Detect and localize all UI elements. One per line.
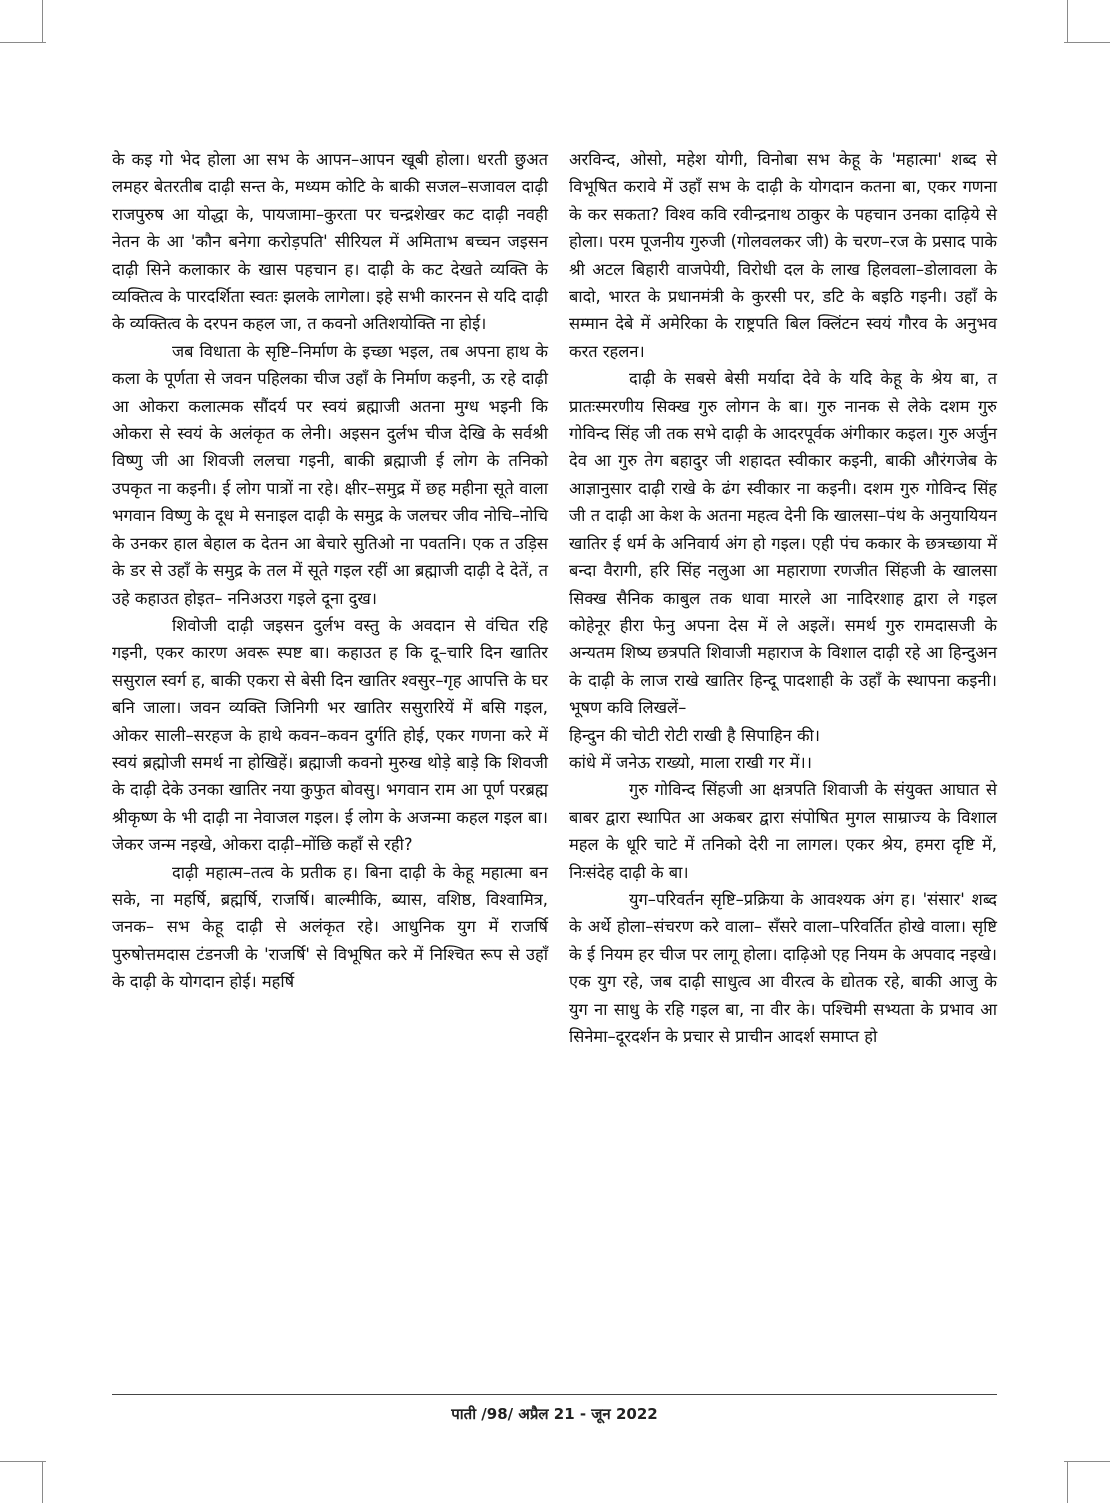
crop-mark [1067,1461,1068,1503]
left-column [112,146,548,996]
paragraph: अरविन्द, ओसो, महेश योगी, विनोबा सभ केहू के 'महात्मा' शब्द से विभूषित करावे में उहाँ सभ के दाढ़ी के योगदान कतना बा, एकर गणना के कर सकता? विश्व कवि रवीन्द्रनाथ ठाकुर के पहचान उनका दाढ़िये से होला। परम पूजनीय गुरुजी (गोलवलकर जी) के चरण–रज के प्रसाद पाके श्री अटल बिहारी वाजपेयी, विरोधी दल के लाख हिलवला–डोलावला के बादो, भारत के प्रधानमंत्री के कुरसी पर, डटि के बइठि गइनी। उहाँ के सम्मान देबे में अमेरिका के राष्ट्रपति बिल क्लिंटन स्वयं गौरव के अनुभव करत रहलन। [569,150,997,361]
crop-mark [1067,0,1068,42]
crop-mark [0,1461,46,1462]
crop-mark [1064,42,1110,43]
paragraph: के कइ गो भेद होला आ सभ के आपन–आपन खूबी होला। धरती छुअत लमहर बेतरतीब दाढ़ी सन्त के, मध्यम कोटि के बाकी सजल–सजावल दाढ़ी राजपुरुष आ योद्धा के, पायजामा–कुरता पर चन्द्रशेखर कट दाढ़ी नवही नेतन के आ 'कौन बनेगा करोड़पति' सीरियल में अमिताभ बच्चन जइसन दाढ़ी सिने कलाकार के खास पहचान ह। दाढ़ी के कट देखते व्यक्ति के व्यक्तित्व के पारदर्शिता स्वतः झलके लागेला। इहे सभी कारनन से यदि दाढ़ी के व्यक्तित्व के दरपन कहल जा, त कवनो अतिशयोक्ति ना होई। [112,150,548,334]
verse-quote: हिन्दुन की चोटी रोटी राखी है सिपाहिन की। कांधे में जनेऊ राख्यो, माला राखी गर में।। [569,725,821,772]
paragraph: दाढ़ी महात्म–तत्व के प्रतीक ह। बिना दाढ़ी के केहू महात्मा बन सके, ना महर्षि, ब्रह्मर्षि, राजर्षि। बाल्मीकि, ब्यास, वशिष्ठ, विश्वामित्र, जनक– सभ केहू दाढ़ी से अलंकृत रहे। आधुनिक युग में राजर्षि पुरुषोत्तमदास टंडनजी के 'राजर्षि' से विभूषित करे में निश्चित रूप से उहाँ के दाढ़ी के योगदान होई। महर्षि [112,862,548,992]
page-footer: पाती /98/ अप्रैल 21 - जून 2022 [451,1405,658,1423]
crop-mark [1064,1461,1110,1462]
paragraph: दाढ़ी के सबसे बेसी मर्यादा देवे के यदि केहू के श्रेय बा, त प्रातःस्मरणीय सिक्ख गुरु लोगन के बा। गुरु नानक से लेके दशम गुरु गोविन्द सिंह जी तक सभे दाढ़ी के आदरपूर्वक अंगीकार कइल। गुरु अर्जुन देव आ गुरु तेग बहादुर जी शहादत स्वीकार कइनी, बाकी औरंगजेब के आज्ञानुसार दाढ़ी राखे के ढंग स्वीकार ना कइनी। दशम गुरु गोविन्द सिंह जी त दाढ़ी आ केश के अतना महत्व देनी कि खालसा–पंथ के अनुयायियन खातिर ई धर्म के अनिवार्य अंग हो गइल। एही पंच ककार के छत्रच्छाया में बन्दा वैरागी, हरि सिंह नलुआ आ महाराणा रणजीत सिंहजी के खालसा सिक्ख सैनिक काबुल तक धावा मारले आ नादिरशाह द्वारा ले गइल कोहेनूर हीरा फेनु अपना देस में ले अइलें। समर्थ गुरु रामदासजी के अन्यतम शिष्य छत्रपति शिवाजी महाराज के विशाल दाढ़ी रहे आ हिन्दुअन के दाढ़ी के लाज राखे खातिर हिन्दू पादशाही के उहाँ के स्थापना कइनी। भूषण कवि लिखलें– [569,369,997,718]
paragraph: युग–परिवर्तन सृष्टि–प्रक्रिया के आवश्यक अंग ह। 'संसार' शब्द के अर्थे होला–संचरण करे वाला– सँसरे वाला–परिवर्तित होखे वाला। सृष्टि के ई नियम हर चीज पर लागू होला। दाढ़िओ एह नियम के अपवाद नइखे। एक युग रहे, जब दाढ़ी साधुत्व आ वीरत्व के द्योतक रहे, बाकी आजु के युग ना साधु के रहि गइल बा, ना वीर के। पश्चिमी सभ्यता के प्रभाव आ सिनेमा–दूरदर्शन के प्रचार से प्राचीन आदर्श समाप्त हो [569,889,997,1046]
paragraph: गुरु गोविन्द सिंहजी आ क्षत्रपति शिवाजी के संयुक्त आघात से बाबर द्वारा स्थापित आ अकबर द्वारा संपोषित मुगल साम्राज्य के विशाल महल के धूरि चाटे में तनिको देरी ना लागल। एकर श्रेय, हमरा दृष्टि में, निःसंदेह दाढ़ी के बा। [569,780,997,882]
crop-mark [0,42,46,43]
crop-mark [42,1461,43,1503]
paragraph: शिवोजी दाढ़ी जइसन दुर्लभ वस्तु के अवदान से वंचित रहि गइनी, एकर कारण अवरू स्पष्ट बा। कहाउत ह कि दू–चारि दिन खातिर ससुराल स्वर्ग ह, बाकी एकरा से बेसी दिन खातिर श्वसुर–गृह आपत्ति के घर बनि जाला। जवन व्यक्ति जिनिगी भर खातिर ससुरारियें में बसि गइल, ओकर साली–सरहज के हाथे कवन–कवन दुर्गति होई, एकर गणना करे में स्वयं ब्रह्मोजी समर्थ ना होखिहें। ब्रह्माजी कवनो मुरुख थोड़े बाड़े कि शिवजी के दाढ़ी देके उनका खातिर नया कुफुत बोवसु। भगवान राम आ पूर्ण परब्रह्म श्रीकृष्ण के भी दाढ़ी ना नेवाजल गइल। ई लोग के अजन्मा कहल गइल बा। जेकर जन्म नइखे, ओकरा दाढ़ी–मोंछि कहाँ से रही? [112,615,548,855]
paragraph: जब विधाता के सृष्टि–निर्माण के इच्छा भइल, तब अपना हाथ के कला के पूर्णता से जवन पहिलका चीज उहाँ के निर्माण कइनी, ऊ रहे दाढ़ी आ ओकरा कलात्मक सौंदर्य पर स्वयं ब्रह्माजी अतना मुग्ध भइनी कि ओकरा से स्वयं के अलंकृत क लेनी। अइसन दुर्लभ चीज देखि के सर्वश्री विष्णु जी आ शिवजी ललचा गइनी, बाकी ब्रह्माजी ई लोग के तनिको उपकृत ना कइनी। ई लोग पात्रों ना रहे। क्षीर–समुद्र में छह महीना सूते वाला भगवान विष्णु के दूध मे सनाइल दाढ़ी के समुद्र के जलचर जीव नोचि–नोचि के उनकर हाल बेहाल क देतन आ बेचारे सुतिओ ना पवतनि। एक त उड़िस के डर से उहाँ के समुद्र के तल में सूते गइल रहीं आ ब्रह्माजी दाढ़ी दे देतें, त उहे कहाउत होइत– ननिअउरा गइले दूना दुख। [112,341,548,608]
footer-rule [112,1394,997,1395]
right-column [569,146,997,1050]
crop-mark [42,0,43,42]
